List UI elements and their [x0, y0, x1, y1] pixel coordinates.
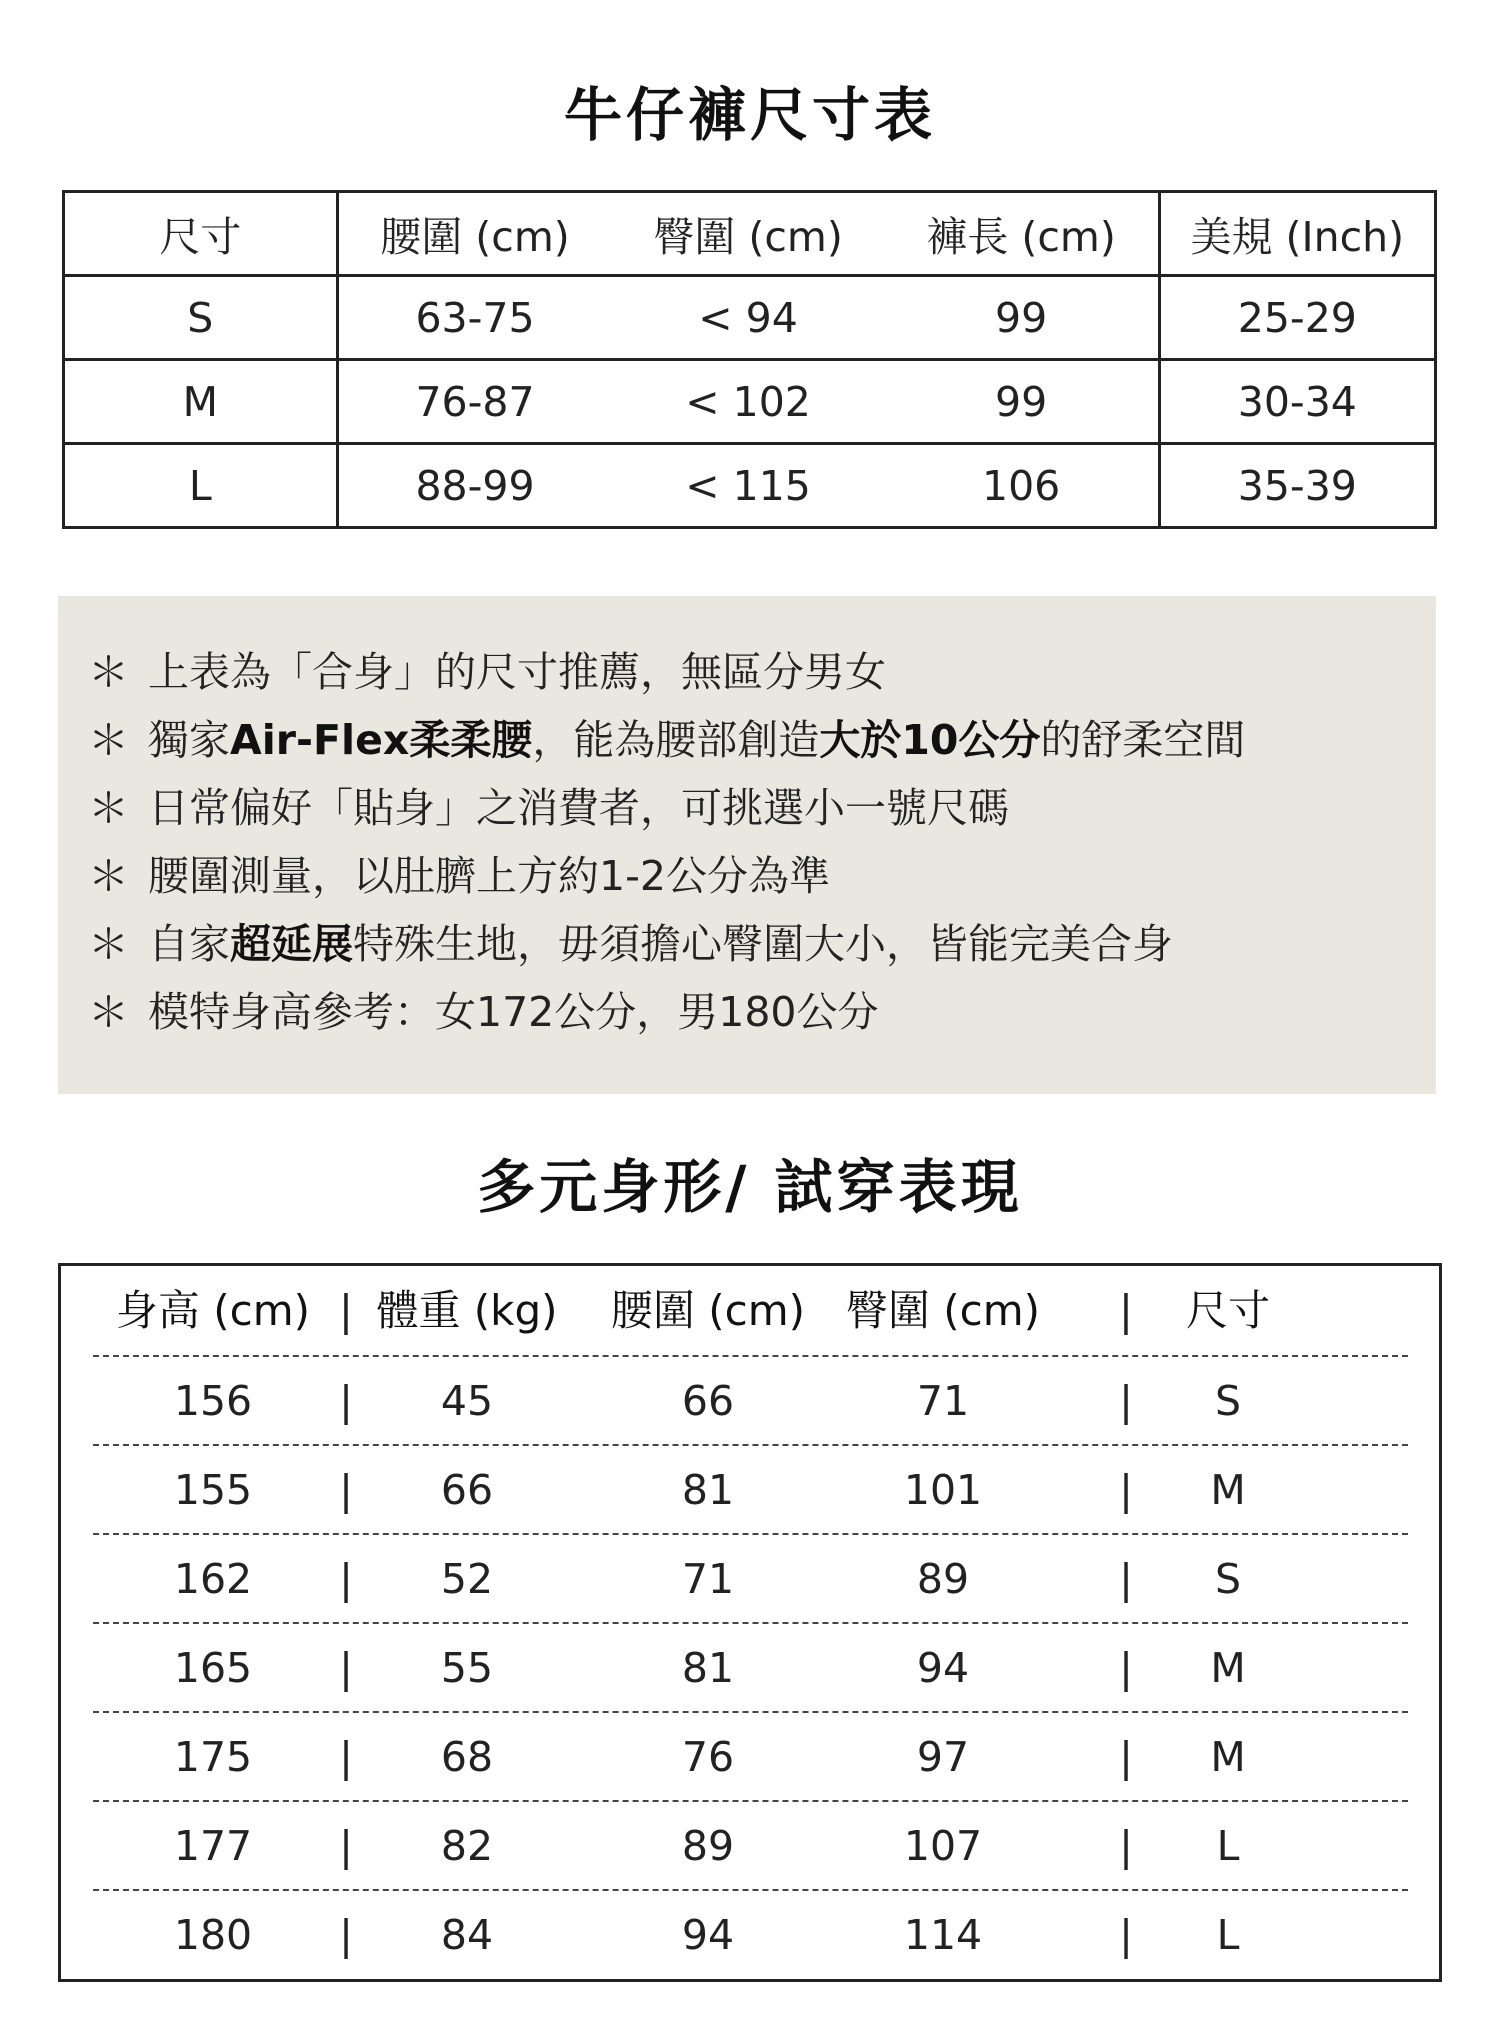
column-separator: | [338, 1286, 354, 1335]
note-text: 自家 [148, 920, 230, 968]
try-on-header-row [93, 1266, 1408, 1355]
asterisk-icon: ＊ [88, 852, 129, 900]
size-cell: M [1210, 1644, 1246, 1692]
note-bold-text: 超延展 [230, 920, 353, 968]
waist-cell: 89 [681, 1822, 735, 1870]
table-row [93, 1711, 1408, 1802]
us-size-cell: 25-29 [1159, 276, 1435, 360]
size-cell: L [1216, 1911, 1240, 1959]
note-bold-text: 大於10公分 [819, 716, 1041, 764]
note-text: 獨家 [148, 716, 230, 764]
try-on-title: 多元身形/ 試穿表現 [477, 1153, 1023, 1221]
height-cell: 165 [173, 1644, 253, 1692]
weight-cell: 84 [440, 1911, 494, 1959]
weight-cell: 68 [440, 1733, 494, 1781]
hip-cell: 101 [903, 1466, 983, 1514]
notes-panel [58, 596, 1436, 1094]
size-cell: L [1216, 1822, 1240, 1870]
table-row [93, 1800, 1408, 1891]
note-text: 特殊生地，毋須擔心臀圍大小，皆能完美合身 [353, 920, 1173, 968]
size-cell: M [1210, 1466, 1246, 1514]
note-text: 模特身高參考：女172公分，男180公分 [148, 988, 879, 1036]
height-cell: 156 [173, 1377, 253, 1425]
note-text: 上表為「合身」的尺寸推薦，無區分男女 [148, 648, 886, 696]
note-line [88, 910, 1436, 978]
size-chart-table [62, 190, 1437, 529]
waist-cell: 81 [681, 1644, 735, 1692]
waist-cell: 63-75 [337, 276, 612, 360]
size-cell: S [64, 276, 338, 360]
table-row [64, 444, 1436, 528]
length-cell: 99 [885, 360, 1160, 444]
column-separator: | [1119, 1466, 1133, 1514]
length-cell: 99 [885, 276, 1160, 360]
table-row [64, 360, 1436, 444]
header-length: 褲長 (cm) [885, 192, 1160, 276]
table-row [93, 1889, 1408, 1980]
waist-cell: 81 [681, 1466, 735, 1514]
asterisk-icon: ＊ [88, 988, 129, 1036]
table-row [93, 1355, 1408, 1446]
weight-cell: 52 [440, 1555, 494, 1603]
hip-cell: < 94 [612, 276, 885, 360]
column-separator: | [339, 1733, 353, 1781]
height-cell: 162 [173, 1555, 253, 1603]
column-separator: | [339, 1555, 353, 1603]
size-cell: S [1214, 1555, 1242, 1603]
hip-cell: < 115 [612, 444, 885, 528]
header-hip: 臀圍 (cm) [845, 1286, 1041, 1335]
note-line [88, 774, 1436, 842]
height-cell: 155 [173, 1466, 253, 1514]
asterisk-icon: ＊ [88, 648, 129, 696]
height-cell: 175 [173, 1733, 253, 1781]
header-us-size: 美規 (Inch) [1159, 192, 1435, 276]
weight-cell: 45 [440, 1377, 494, 1425]
note-text: ，能為腰部創造 [532, 716, 820, 764]
size-cell: M [64, 360, 338, 444]
size-cell: S [1214, 1377, 1242, 1425]
hip-cell: 89 [916, 1555, 970, 1603]
note-line [88, 842, 1436, 910]
column-separator: | [1119, 1377, 1133, 1425]
size-cell: M [1210, 1733, 1246, 1781]
column-separator: | [1119, 1555, 1133, 1603]
us-size-cell: 35-39 [1159, 444, 1435, 528]
hip-cell: 94 [916, 1644, 970, 1692]
waist-cell: 76 [681, 1733, 735, 1781]
note-text: 日常偏好「貼身」之消費者，可挑選小一號尺碼 [148, 784, 1009, 832]
waist-cell: 88-99 [337, 444, 612, 528]
table-row [93, 1533, 1408, 1624]
size-chart-header-row [64, 192, 1436, 276]
height-cell: 177 [173, 1822, 253, 1870]
header-size: 尺寸 [64, 192, 338, 276]
header-waist: 腰圍 (cm) [337, 192, 612, 276]
column-separator: | [1119, 1644, 1133, 1692]
us-size-cell: 30-34 [1159, 360, 1435, 444]
note-line [88, 638, 1436, 706]
height-cell: 180 [173, 1911, 253, 1959]
hip-cell: 114 [903, 1911, 983, 1959]
column-separator: | [339, 1911, 353, 1959]
column-separator: | [1118, 1286, 1134, 1335]
try-on-table [58, 1263, 1442, 1982]
asterisk-icon: ＊ [88, 920, 129, 968]
size-cell: L [64, 444, 338, 528]
header-height: 身高 (cm) [115, 1286, 311, 1335]
length-cell: 106 [885, 444, 1160, 528]
note-text: 腰圍測量，以肚臍上方約1-2公分為準 [148, 852, 830, 900]
hip-cell: 97 [916, 1733, 970, 1781]
waist-cell: 71 [681, 1555, 735, 1603]
weight-cell: 55 [440, 1644, 494, 1692]
column-separator: | [339, 1822, 353, 1870]
size-chart-title: 牛仔褲尺寸表 [563, 81, 936, 149]
waist-cell: 76-87 [337, 360, 612, 444]
waist-cell: 94 [681, 1911, 735, 1959]
header-weight: 體重 (kg) [376, 1286, 558, 1335]
column-separator: | [1119, 1733, 1133, 1781]
hip-cell: 71 [916, 1377, 970, 1425]
asterisk-icon: ＊ [88, 784, 129, 832]
waist-cell: 66 [681, 1377, 735, 1425]
header-waist: 腰圍 (cm) [610, 1286, 806, 1335]
table-row [93, 1622, 1408, 1713]
weight-cell: 66 [440, 1466, 494, 1514]
note-text: 的舒柔空間 [1040, 716, 1246, 764]
column-separator: | [1119, 1822, 1133, 1870]
hip-cell: < 102 [612, 360, 885, 444]
column-separator: | [1119, 1911, 1133, 1959]
note-line [88, 978, 1436, 1046]
table-row [93, 1444, 1408, 1535]
column-separator: | [339, 1644, 353, 1692]
weight-cell: 82 [440, 1822, 494, 1870]
column-separator: | [339, 1377, 353, 1425]
column-separator: | [339, 1466, 353, 1514]
header-hip: 臀圍 (cm) [612, 192, 885, 276]
hip-cell: 107 [903, 1822, 983, 1870]
note-bold-text: Air-Flex柔柔腰 [230, 716, 533, 764]
asterisk-icon: ＊ [88, 716, 129, 764]
header-size: 尺寸 [1185, 1286, 1270, 1335]
note-line [88, 706, 1436, 774]
table-row [64, 276, 1436, 360]
